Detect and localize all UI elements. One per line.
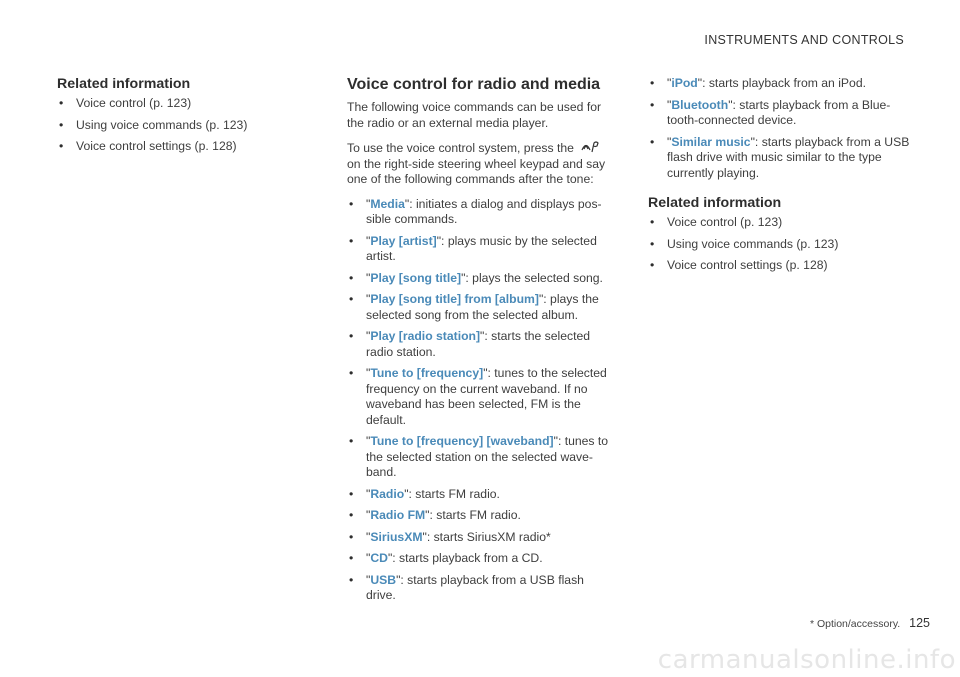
- command-item: • "Play [song title] from [album]": plays the selected song from the selected album.: [347, 292, 612, 323]
- intro-paragraph: The following voice commands can be used for the radio or an external media player.: [347, 100, 602, 130]
- related-info-heading: Related information: [648, 195, 782, 211]
- command-item: • "CD": starts playback from a CD.: [347, 551, 612, 567]
- instruction-post: on the right-side steering wheel keypad and say one of the following commands after the tone:: [347, 156, 606, 186]
- command-item: • "Play [song title]": plays the selected song.: [347, 271, 612, 287]
- command-description: : starts SiriusXM radio*: [426, 529, 551, 544]
- related-link[interactable]: • Voice control settings (p. 128): [648, 258, 913, 274]
- command-item: • "Tune to [frequency]": tunes to the selected frequency on the current waveband. If no waveband has been selected, FM is the default.: [347, 366, 612, 428]
- voice-command: Play [song title] from [album]: [370, 292, 539, 306]
- command-item: • "iPod": starts playback from an iPod.: [648, 76, 913, 92]
- instruction-pre: To use the voice control system, press the: [347, 141, 574, 155]
- left-column: [57, 76, 307, 161]
- footnote: * Option/accessory.: [809, 618, 901, 630]
- main-column: [347, 76, 612, 610]
- page-footer: [810, 616, 930, 630]
- command-description: : tunes to the selected frequency on the current waveband. If no waveband has been selected, FM is the default.: [366, 366, 607, 427]
- voice-command: Play [song title]: [370, 270, 462, 285]
- command-list: [347, 197, 612, 604]
- right-column: [648, 76, 913, 280]
- command-item: • "Media": initiates a dialog and displays pos-sible commands.: [347, 197, 612, 228]
- section-title: Voice control for radio and media: [347, 76, 601, 93]
- command-item: • "USB": starts playback from a USB flash drive.: [347, 573, 612, 604]
- voice-control-icon: [581, 140, 601, 154]
- voice-command: iPod: [671, 76, 698, 90]
- command-item: • "Tune to [frequency] [waveband]": tunes to the selected station on the selected wave-band.: [347, 434, 612, 481]
- voice-command: Radio FM: [370, 508, 426, 522]
- command-item: • "Play [radio station]": starts the selected radio station.: [347, 329, 612, 360]
- command-description: : starts playback from a CD.: [392, 551, 543, 565]
- voice-command: SiriusXM: [370, 529, 423, 544]
- voice-command: Bluetooth: [671, 97, 729, 112]
- command-item: • "Radio FM": starts FM radio.: [347, 508, 612, 524]
- command-list: [648, 76, 913, 181]
- voice-command: Play [artist]: [370, 233, 437, 248]
- command-description: : plays music by the selected artist.: [366, 233, 597, 263]
- related-info-list: [57, 96, 307, 155]
- voice-command: Tune to [frequency]: [370, 366, 484, 380]
- related-link[interactable]: • Voice control settings (p. 128): [57, 139, 307, 155]
- command-item: • "Bluetooth": starts playback from a Blue-tooth-connected device.: [648, 98, 913, 129]
- voice-command: CD: [370, 551, 388, 565]
- related-link[interactable]: • Using voice commands (p. 123): [648, 237, 913, 253]
- voice-command: Tune to [frequency] [waveband]: [370, 434, 554, 448]
- command-item: • "Radio": starts FM radio.: [347, 487, 612, 503]
- command-item: • "SiriusXM": starts SiriusXM radio*: [347, 530, 612, 546]
- command-description: : starts the selected radio station.: [366, 329, 591, 359]
- command-description: : starts playback from a USB flash drive.: [366, 572, 584, 602]
- command-description: : starts playback from a USB flash drive with music similar to the type currently playing.: [667, 134, 910, 180]
- command-item: • "Play [artist]": plays music by the selected artist.: [347, 234, 612, 265]
- voice-command: Play [radio station]: [370, 329, 481, 343]
- related-link[interactable]: • Voice control (p. 123): [57, 96, 307, 112]
- page-number: 125: [909, 616, 930, 630]
- command-description: : starts playback from an iPod.: [702, 76, 866, 90]
- instruction-paragraph: [347, 140, 612, 188]
- section-header: INSTRUMENTS AND CONTROLS: [704, 33, 904, 47]
- related-info-heading: Related information: [57, 76, 191, 92]
- related-info-list: [648, 215, 913, 274]
- voice-command: Radio: [370, 486, 405, 501]
- command-description: : plays the selected song.: [465, 270, 603, 285]
- related-link[interactable]: • Voice control (p. 123): [648, 215, 913, 231]
- command-description: : starts FM radio.: [429, 508, 521, 522]
- command-item: • "Similar music": starts playback from a USB flash drive with music similar to the type currently playing.: [648, 135, 913, 182]
- command-description: : tunes to the selected station on the selected wave-band.: [366, 434, 609, 479]
- voice-command: USB: [370, 572, 397, 587]
- command-description: : initiates a dialog and displays pos-sible commands.: [366, 196, 602, 226]
- voice-command: Similar music: [671, 134, 751, 149]
- watermark: carmanualsonline.info: [657, 645, 956, 675]
- command-description: : plays the selected song from the selected album.: [366, 292, 599, 322]
- voice-command: Media: [370, 196, 405, 211]
- command-description: : starts playback from a Blue-tooth-connected device.: [667, 97, 891, 127]
- command-description: : starts FM radio.: [408, 486, 500, 501]
- related-link[interactable]: • Using voice commands (p. 123): [57, 118, 307, 134]
